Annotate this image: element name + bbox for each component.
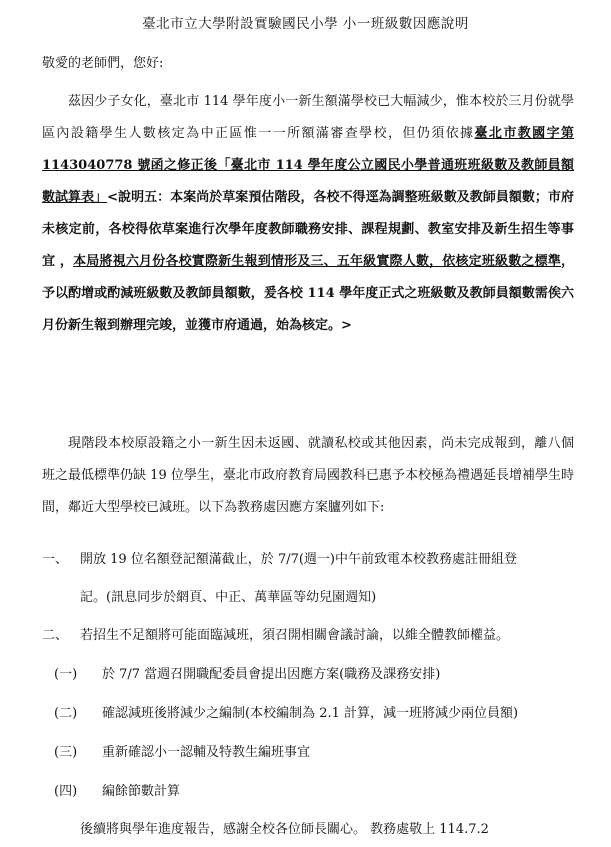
sub-item-2 bbox=[54, 699, 518, 729]
document-title: 臺北市立大學附設實驗國民小學 小一班級數因應說明 bbox=[142, 16, 469, 32]
closing-signature: 後續將與學年進度報告，感謝全校各位師長關心。 教務處敬上 114.7.2 bbox=[80, 822, 489, 837]
para1-bureau-note: 本局將視六月份各校實際新生報到情形及三、五年級實際人數，依核定班級數之標準 bbox=[73, 254, 561, 269]
list-item-number: 二、 bbox=[42, 628, 69, 643]
sub-item-text: 重新確認小一認輔及特教生編班事宜 bbox=[102, 745, 311, 760]
paragraph-policy bbox=[42, 86, 574, 342]
list-item-text: 若招生不足額將可能面臨減班，須召開相關會議討論，以維全體教師權益。 bbox=[80, 628, 510, 643]
sub-item-3 bbox=[54, 738, 310, 768]
list-item-number: 一、 bbox=[42, 552, 69, 567]
sub-item-number: (四) bbox=[54, 784, 78, 799]
sub-item-1 bbox=[54, 660, 440, 690]
sub-item-number: (二) bbox=[54, 706, 78, 721]
list-item-1-continuation: 記。(訊息同步於網頁、中正、萬華區等幼兒園週知) bbox=[80, 590, 377, 605]
sub-item-4 bbox=[54, 777, 180, 807]
sub-item-text: 於 7/7 當週召開職配委員會提出因應方案(職務及課務安排) bbox=[102, 667, 441, 682]
sub-item-number: (一) bbox=[54, 667, 78, 682]
para1-text-1: 茲因少子女化，臺北市 114 學年度小一新生額滿學校已大幅減少，惟本校於三月份就學區內設籍學生人數核定為中正區惟一一所額滿審查學校，但仍須依據 bbox=[42, 94, 574, 141]
list-item-text: 開放 19 位名額登記額滿截止，於 7/7(週一)中午前致電本校教務處註冊組登 bbox=[80, 552, 518, 567]
para1-conclusion: ，予以酌增或酌減班級數及教師員額數，爰各校 114 學年度正式之班級數及教師員額數需俟六月份新生報到辦理完竣，並獲市府通過，始為核定。> bbox=[42, 254, 574, 333]
para1-doc-reference: 臺北市教國字第 1143040778 號函之修正後「臺北市 114 學年度公立國民小學普通班班級數及教師員額數試算表」 bbox=[42, 126, 574, 205]
sub-item-number: (三) bbox=[54, 745, 78, 760]
sub-item-text: 確認減班後將減少之編制(本校編制為 2.1 計算，減一班將減少兩位員額) bbox=[102, 706, 519, 721]
para1-note: <說明五：本案尚於草案預估階段，各校不得逕為調整班級數及教師員額數；市府未核定前，各校得依草案進行次學年度教師職務安排、課程規劃、教室安排及新生招生等事宜 ， bbox=[42, 190, 574, 269]
sub-item-text: 編餘節數計算 bbox=[102, 784, 181, 799]
paragraph-status: 現階段本校原設籍之小一新生因未返國、就讀私校或其他因素，尚未完成報到，離八個班之最低標準仍缺 19 位學生，臺北市政府教育局國教科已惠予本校極為禮遇延長增補學生時間，鄰近大型學校已減班。以下為教務處因應方案臚列如下: bbox=[42, 436, 574, 515]
greeting: 敬愛的老師們，您好: bbox=[42, 56, 164, 71]
